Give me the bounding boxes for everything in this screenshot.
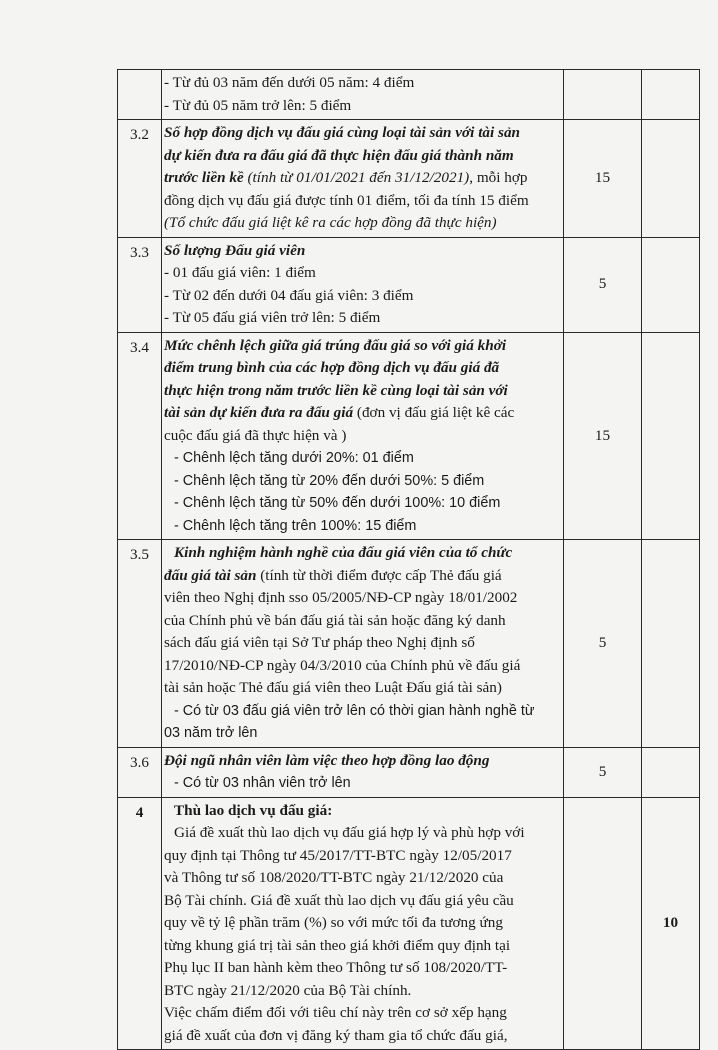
criterion-score: 5: [564, 540, 642, 748]
evaluation-cell: [642, 540, 700, 748]
criterion-period: (tính từ 01/01/2021 đến 31/12/2021): [243, 169, 470, 186]
table-row-3-5: [118, 540, 700, 748]
criterion-number: 4: [118, 797, 162, 1050]
criterion-number: 3.2: [118, 120, 162, 238]
evaluation-cell: [642, 237, 700, 332]
criterion-rule: , mỗi hợp: [469, 169, 528, 186]
scoring-line: - Chênh lệch tăng dưới 20%: 01 điểm: [174, 450, 414, 466]
criterion-description: Việc chấm điểm đối với tiêu chí này trên cơ sở xếp hạng: [164, 1004, 507, 1021]
criterion-title: điểm trung bình của các hợp đồng dịch vụ đấu giá đã: [164, 359, 500, 376]
scoring-criteria-table: [117, 69, 700, 1050]
criterion-title: Mức chênh lệch giữa giá trúng đấu giá so với giá khởi: [164, 336, 507, 354]
scoring-line: - Từ đủ 03 năm đến dưới 05 năm: 4 điểm: [164, 74, 415, 91]
criterion-content: [162, 332, 564, 540]
criterion-number: 3.6: [118, 747, 162, 797]
criterion-title: Kinh nghiệm hành nghề của đấu giá viên của tổ chức: [174, 544, 513, 561]
table-row-3-4: [118, 332, 700, 540]
criterion-score: [564, 70, 642, 120]
criterion-number: [118, 70, 162, 120]
criterion-rule: đồng dịch vụ đấu giá được tính 01 điểm, tối đa tính 15 điểm: [164, 191, 529, 209]
criterion-description: 17/2010/NĐ-CP ngày 04/3/2010 của Chính phủ về đấu giá: [164, 656, 521, 674]
criterion-score: 15: [564, 120, 642, 238]
evaluation-cell: [642, 747, 700, 797]
criterion-content: [162, 797, 564, 1050]
criterion-content: [162, 237, 564, 332]
criterion-title: Số lượng Đấu giá viên: [164, 241, 306, 259]
criterion-description: và Thông tư số 108/2020/TT-BTC ngày 21/12/2020 của: [164, 869, 504, 886]
criterion-description: từng khung giá trị tài sản theo giá khởi điểm quy định tại: [164, 936, 511, 954]
criterion-description: Giá đề xuất thù lao dịch vụ đấu giá hợp lý và phù hợp với: [174, 824, 525, 841]
criterion-title: tài sản dự kiến đưa ra đấu giá: [164, 404, 354, 421]
criterion-title: Đội ngũ nhân viên làm việc theo hợp đồng lao động: [164, 751, 490, 769]
scoring-line: - Chênh lệch tăng từ 50% đến dưới 100%: 10 điểm: [174, 495, 501, 511]
table-row-4: [118, 797, 700, 1050]
scoring-line: - Từ 02 đến dưới 04 đấu giá viên: 3 điểm: [164, 286, 414, 304]
evaluation-cell: [642, 120, 700, 238]
table-row-3-3: [118, 237, 700, 332]
criterion-description: tài sản hoặc Thẻ đấu giá viên theo Luật Đấu giá tài sản): [164, 679, 502, 696]
criterion-title: dự kiến đưa ra đấu giá đã thực hiện đấu giá thành năm: [164, 146, 514, 164]
criterion-title: đấu giá tài sản: [164, 566, 257, 584]
criterion-description: BTC ngày 21/12/2020 của Bộ Tài chính.: [164, 981, 412, 999]
criterion-content: [162, 540, 564, 748]
criterion-description: của Chính phủ về bán đấu giá tài sản hoặc đăng ký danh: [164, 611, 506, 629]
criterion-note: (Tổ chức đấu giá liệt kê ra các hợp đồng đã thực hiện): [164, 214, 497, 231]
criterion-description: quy định tại Thông tư 45/2017/TT-BTC ngày 12/05/2017: [164, 846, 512, 864]
criterion-description: Bộ Tài chính. Giá đề xuất thù lao dịch vụ đấu giá yêu cầu: [164, 891, 514, 909]
criterion-score: 15: [564, 332, 642, 540]
criterion-number: 3.4: [118, 332, 162, 540]
criterion-description: viên theo Nghị định sso 05/2005/NĐ-CP ngày 18/01/2002: [164, 589, 518, 606]
scoring-line: - Từ 05 đấu giá viên trở lên: 5 điểm: [164, 309, 381, 326]
scoring-line: - Chênh lệch tăng từ 20% đến dưới 50%: 5 điểm: [174, 472, 485, 489]
scoring-line: - 01 đấu giá viên: 1 điểm: [164, 264, 316, 281]
evaluation-cell: [642, 332, 700, 540]
evaluation-cell: [642, 70, 700, 120]
criterion-number: 3.3: [118, 237, 162, 332]
criterion-description: cuộc đấu giá đã thực hiện và ): [164, 426, 347, 444]
scoring-line: - Từ đủ 05 năm trở lên: 5 điểm: [164, 96, 352, 114]
scoring-line: - Có từ 03 nhân viên trở lên: [174, 775, 351, 791]
criterion-title: Số hợp đồng dịch vụ đấu giá cùng loại tài sản với tài sản: [164, 124, 520, 141]
criterion-description: sách đấu giá viên tại Sở Tư pháp theo Nghị định số: [164, 634, 475, 651]
criterion-number: 3.5: [118, 540, 162, 748]
criterion-description: Phụ lục II ban hành kèm theo Thông tư số 108/2020/TT-: [164, 959, 508, 976]
criterion-description: giá đề xuất của đơn vị đăng ký tham gia tổ chức đấu giá,: [164, 1026, 508, 1044]
criterion-title: Thù lao dịch vụ đấu giá:: [174, 801, 333, 819]
criterion-score: 10: [642, 797, 700, 1050]
scoring-line: - Chênh lệch tăng trên 100%: 15 điểm: [174, 517, 417, 534]
table-row-3-6: [118, 747, 700, 797]
criterion-content: [162, 120, 564, 238]
criterion-score: 5: [564, 747, 642, 797]
criterion-description: (đơn vị đấu giá liệt kê các: [353, 404, 515, 421]
criterion-title: thực hiện trong năm trước liền kề cùng loại tài sản với: [164, 381, 508, 399]
criterion-content: [162, 70, 564, 120]
criterion-score: 5: [564, 237, 642, 332]
criterion-description: quy về tỷ lệ phần trăm (%) so với mức tối đa tương ứng: [164, 914, 503, 931]
criterion-content: [162, 747, 564, 797]
table-row-continuation: [118, 70, 700, 120]
criterion-title: trước liền kề: [164, 169, 244, 186]
table-row-3-2: [118, 120, 700, 238]
criterion-score-empty: [564, 797, 642, 1050]
scoring-line: 03 năm trở lên: [164, 725, 258, 741]
criterion-description: (tính từ thời điểm được cấp Thẻ đấu giá: [256, 566, 502, 584]
scoring-line: - Có từ 03 đấu giá viên trở lên có thời gian hành nghề từ: [174, 702, 535, 719]
